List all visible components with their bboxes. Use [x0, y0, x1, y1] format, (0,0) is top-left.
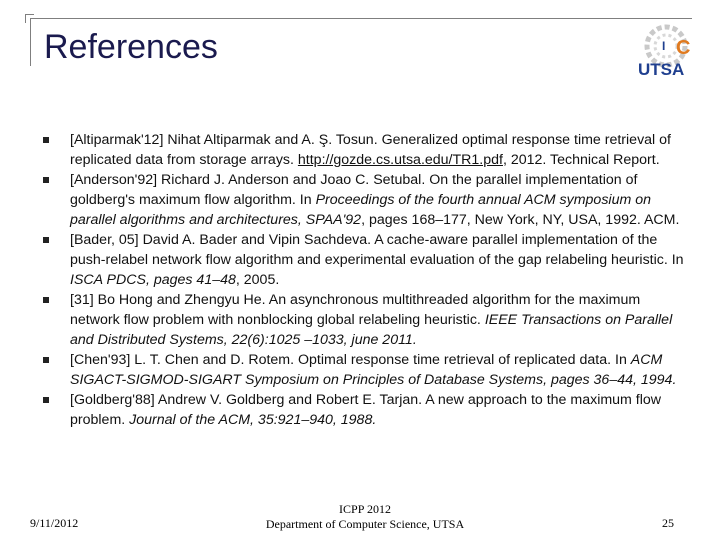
reference-link[interactable]: http://gozde.cs.utsa.edu/TR1.pdf — [297, 152, 503, 168]
square-bullet-icon — [43, 237, 49, 243]
footer-date: 9/11/2012 — [30, 516, 79, 530]
slide-frame-top-line — [30, 18, 692, 19]
footer-page-number: 25 — [662, 516, 674, 530]
reference-text: [Chen'93] L. T. Chen and D. Rotem. Optimal response time retrieval of replicated data. In — [70, 352, 631, 368]
square-bullet-icon — [43, 297, 49, 303]
square-bullet-icon — [43, 177, 49, 183]
footer-center — [240, 502, 490, 532]
square-bullet-icon — [43, 357, 49, 363]
reference-item — [40, 130, 690, 170]
slide-frame-corner — [25, 14, 34, 23]
logo-letter-c: C — [676, 37, 691, 59]
logo-letter-i: I — [662, 39, 666, 53]
reference-text: [31] Bo Hong and Zhengyu He. An asynchronous multithreaded algorithm for the maximum network flow problem with nonblocking global relabeling heuristic. — [70, 292, 641, 328]
reference-text: , 2005. — [235, 272, 280, 288]
reference-venue: ACM SIGACT-SIGMOD-SIGART Symposium on Principles of Database Systems, pages 36–44, 1994. — [70, 352, 677, 388]
reference-text: , pages 168–177, New York, NY, USA, 1992. ACM. — [361, 212, 680, 228]
footer-conference: ICPP 2012 — [339, 502, 391, 516]
footer-department: Department of Computer Science, UTSA — [265, 517, 465, 531]
square-bullet-icon — [43, 397, 49, 403]
slide-title: References — [44, 28, 218, 66]
reference-venue: Proceedings of the fourth annual ACM symposium on parallel algorithms and architectures, SPAA'92 — [70, 192, 651, 228]
utsa-ic-logo-icon — [632, 24, 710, 82]
reference-text: [Bader, 05] David A. Bader and Vipin Sachdeva. A cache-aware parallel implementation of the push-relabel network flow algorithm and experimental evaluation of the gap relabeling heuristic. In — [70, 232, 684, 268]
reference-text: , 2012. Technical Report. — [502, 152, 660, 168]
references-list — [40, 130, 690, 430]
reference-venue: Journal of the ACM, 35:921–940, 1988. — [129, 412, 377, 428]
logo-utsa-text: UTSA — [638, 60, 685, 79]
reference-venue: ISCA PDCS, pages 41–48 — [70, 272, 236, 288]
reference-item — [40, 290, 690, 350]
square-bullet-icon — [43, 137, 49, 143]
reference-venue: IEEE Transactions on Parallel and Distributed Systems, 22(6):1025 –1033, june 2011. — [70, 312, 673, 348]
reference-text: [Altiparmak'12] Nihat Altiparmak and A. Ş. Tosun. Generalized optimal response time retrieval of replicated data from storage arrays. — [70, 132, 671, 168]
reference-item — [40, 170, 690, 230]
reference-item — [40, 230, 690, 290]
reference-item — [40, 390, 690, 430]
reference-text: [Anderson'92] Richard J. Anderson and Joao C. Setubal. On the parallel implementation of goldberg's maximum flow algorithm. In — [70, 172, 638, 208]
slide-frame-left-line — [30, 18, 31, 66]
reference-item — [40, 350, 690, 390]
reference-text: [Goldberg'88] Andrew V. Goldberg and Robert E. Tarjan. A new approach to the maximum flow problem. — [70, 392, 662, 428]
